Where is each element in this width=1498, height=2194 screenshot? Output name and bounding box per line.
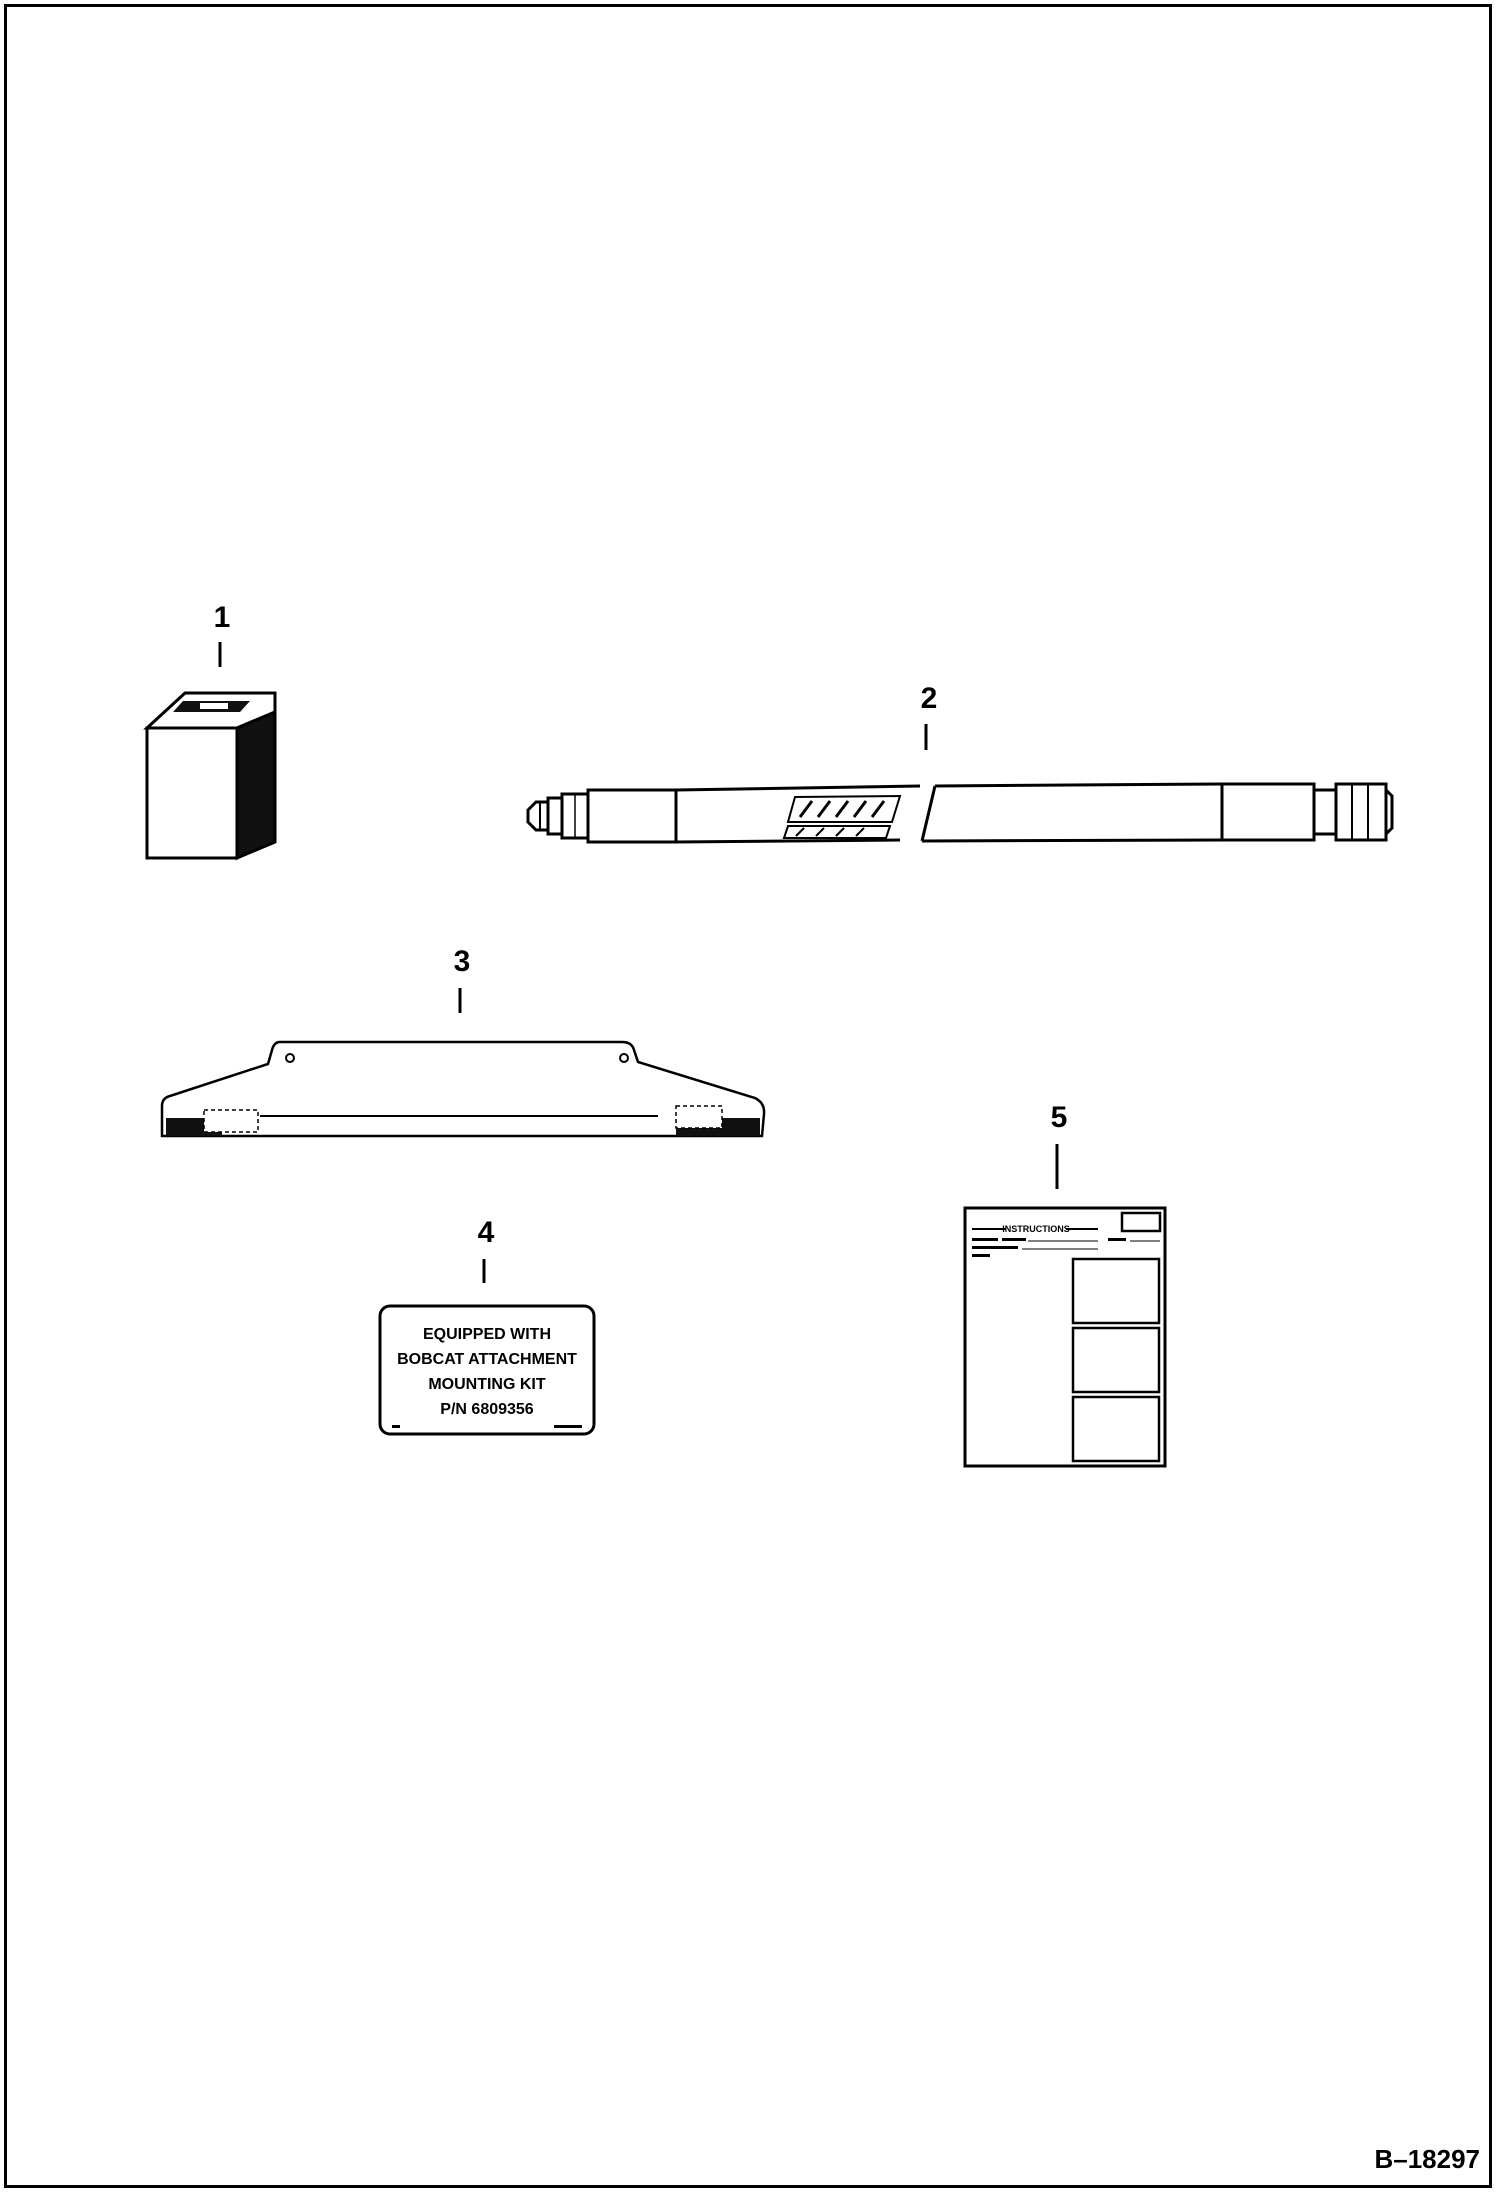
decal-line-4: P/N 6809356 <box>440 1401 534 1418</box>
decal-line-3: MOUNTING KIT <box>428 1376 546 1393</box>
item-3-bracket <box>162 945 764 1136</box>
callout-5: 5 <box>1050 1101 1068 1134</box>
callout-3: 3 <box>453 945 471 978</box>
callout-1: 1 <box>213 601 231 634</box>
callout-2: 2 <box>920 682 938 715</box>
decal-line-1: EQUIPPED WITH <box>422 1326 552 1343</box>
item-5-instructions <box>965 1101 1165 1466</box>
item-2-hose <box>528 682 1392 842</box>
callout-4: 4 <box>477 1216 495 1249</box>
figure-id: B–18297 <box>1374 2144 1480 2174</box>
item-1-box <box>147 601 275 858</box>
item-4-decal <box>380 1216 594 1434</box>
decal-line-2: BOBCAT ATTACHMENT <box>397 1351 577 1368</box>
instruction-title: INSTRUCTIONS <box>1002 1224 1070 1234</box>
